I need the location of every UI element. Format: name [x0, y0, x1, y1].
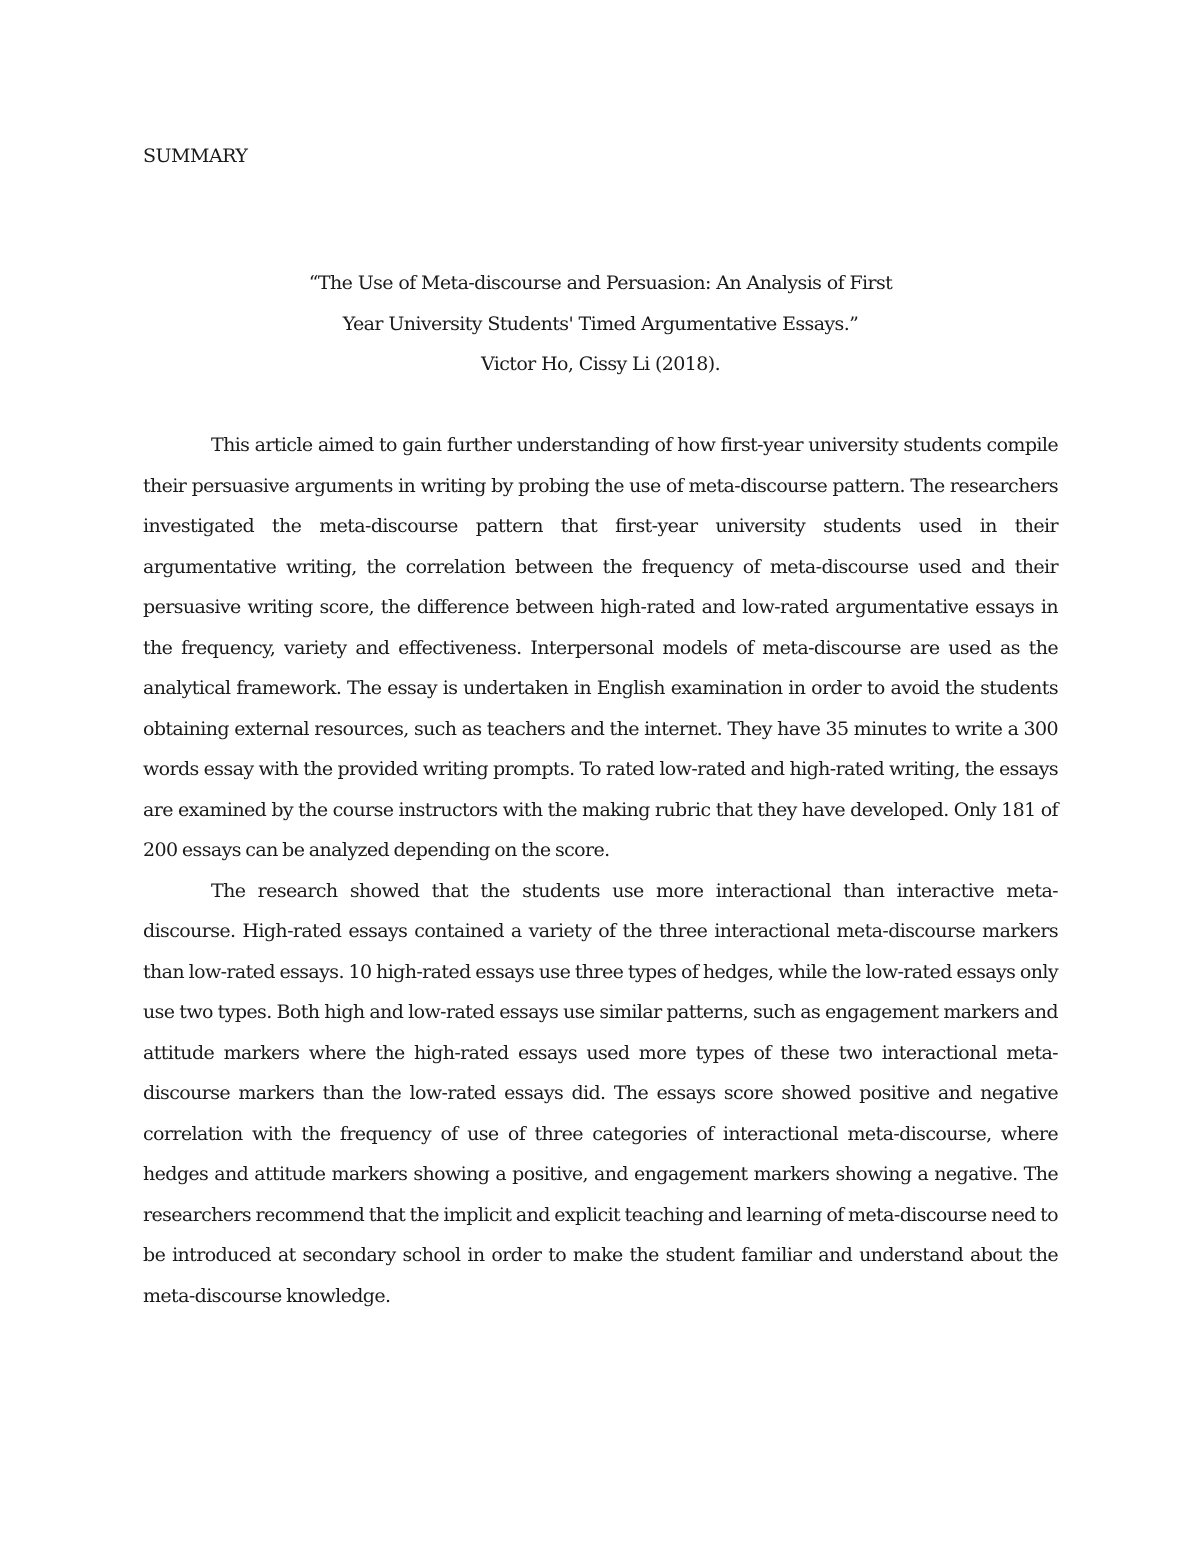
body-paragraph-1: This article aimed to gain further understanding of how first-year university students compile their persuasive arguments in writing by probing the use of meta-discourse pattern. The researchers investigated the meta-discourse pattern that first-year university students used in their argumentative writing, the correlation between the frequency of meta-discourse used and their persuasive writing score, the difference between high-rated and low-rated argumentative essays in the frequency, variety and effectiveness. Interpersonal models of meta-discourse are used as the analytical framework. The essay is undertaken in English examination in order to avoid the students obtaining external resources, such as teachers and the internet. They have 35 minutes to write a 300 words essay with the provided writing prompts. To rated low-rated and high-rated writing, the essays are examined by the course instructors with the making rubric that they have developed. Only 181 of 200 essays can be analyzed depending on the score.: [143, 434, 1058, 861]
summary-heading: SUMMARY: [143, 145, 248, 167]
article-title-block: [143, 263, 1058, 385]
article-citation: Victor Ho, Cissy Li (2018).: [480, 353, 721, 375]
body-paragraph-2: The research showed that the students use more interactional than interactive meta-discourse. High-rated essays contained a variety of the three interactional meta-discourse markers than low-rated essays. 10 high-rated essays use three types of hedges, while the low-rated essays only use two types. Both high and low-rated essays use similar patterns, such as engagement markers and attitude markers where the high-rated essays used more types of these two interactional meta-discourse markers than the low-rated essays did. The essays score showed positive and negative correlation with the frequency of use of three categories of interactional meta-discourse, where hedges and attitude markers showing a positive, and engagement markers showing a negative. The researchers recommend that the implicit and explicit teaching and learning of meta-discourse need to be introduced at secondary school in order to make the student familiar and understand about the meta-discourse knowledge.: [143, 879, 1058, 1307]
summary-body: [143, 425, 1058, 1316]
article-title-line-1: “The Use of Meta-discourse and Persuasion: An Analysis of First: [308, 272, 893, 294]
article-title-line-2: Year University Students' Timed Argumentative Essays.”: [342, 312, 859, 335]
